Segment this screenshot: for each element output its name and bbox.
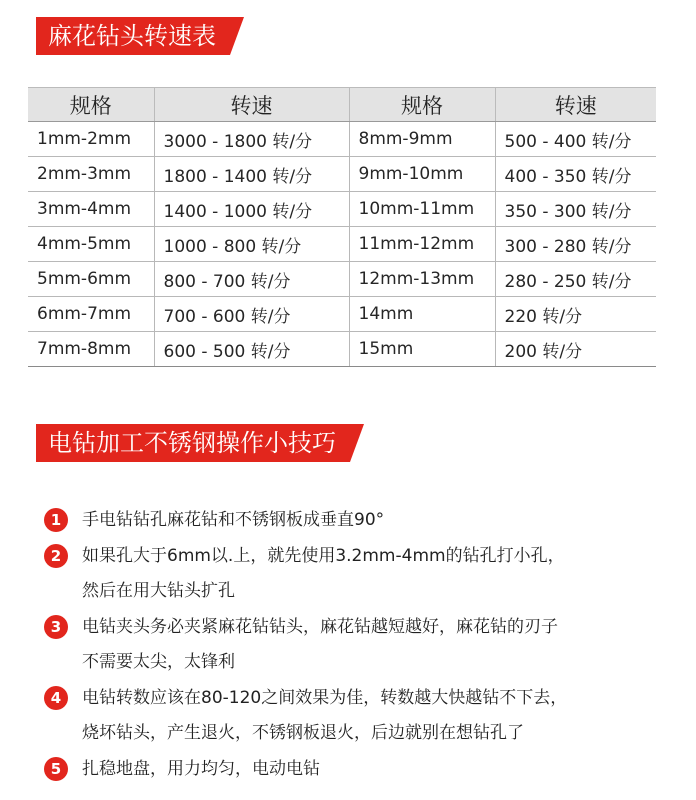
speed-cell: 1400 - 1000 转/分 [154,192,349,227]
spec-cell: 7mm-8mm [28,332,154,367]
section-title-speed-table: 麻花钻头转速表 [36,17,230,55]
spec-cell: 15mm [349,332,495,367]
speed-cell: 3000 - 1800 转/分 [154,122,349,157]
speed-cell: 700 - 600 转/分 [154,297,349,332]
spec-cell: 1mm-2mm [28,122,154,157]
tip-number-badge: 3 [44,615,68,639]
spec-cell: 10mm-11mm [349,192,495,227]
spec-cell: 4mm-5mm [28,227,154,262]
speed-cell: 400 - 350 转/分 [495,157,656,192]
tip-text-line: 电钻夹头务必夹紧麻花钻钻头，麻花钻越短越好，麻花钻的刃子 [82,617,558,637]
header-spec-1: 规格 [28,88,154,122]
speed-cell: 220 转/分 [495,297,656,332]
speed-cell: 1800 - 1400 转/分 [154,157,349,192]
tips-list [44,503,674,788]
spec-cell: 14mm [349,297,495,332]
speed-cell: 500 - 400 转/分 [495,122,656,157]
spec-cell: 12mm-13mm [349,262,495,297]
tip-item [44,503,674,538]
tip-item [44,539,674,609]
speed-cell: 280 - 250 转/分 [495,262,656,297]
speed-cell: 200 转/分 [495,332,656,367]
header-speed-2: 转速 [495,88,656,122]
speed-cell: 300 - 280 转/分 [495,227,656,262]
tip-text-line: 电钻转数应该在80-120之间效果为佳，转数越大快越钻不下去， [82,688,568,708]
tip-item [44,610,674,680]
speed-cell: 600 - 500 转/分 [154,332,349,367]
spec-cell: 5mm-6mm [28,262,154,297]
table-row [28,297,656,332]
table-row [28,227,656,262]
tip-number-badge: 5 [44,757,68,781]
spec-cell: 6mm-7mm [28,297,154,332]
speed-cell: 800 - 700 转/分 [154,262,349,297]
spec-cell: 2mm-3mm [28,157,154,192]
header-spec-2: 规格 [349,88,495,122]
tip-text-line: 如果孔大于6mm以.上，就先使用3.2mm-4mm的钻孔打小孔， [82,546,565,566]
tip-text-line: 烧坏钻头，产生退火，不锈钢板退火，后边就别在想钻孔了 [82,723,524,743]
table-header-row [28,88,656,122]
table-row [28,332,656,367]
table-row [28,192,656,227]
tip-text-line: 扎稳地盘，用力均匀，电动电钻 [82,759,320,779]
tip-item [44,752,674,787]
table-row [28,262,656,297]
spec-cell: 11mm-12mm [349,227,495,262]
tip-number-badge: 4 [44,686,68,710]
speed-cell: 350 - 300 转/分 [495,192,656,227]
section-title-tips: 电钻加工不锈钢操作小技巧 [36,424,350,462]
spec-cell: 3mm-4mm [28,192,154,227]
tip-number-badge: 1 [44,508,68,532]
tip-text-line: 然后在用大钻头扩孔 [82,581,235,601]
tip-number-badge: 2 [44,544,68,568]
speed-cell: 1000 - 800 转/分 [154,227,349,262]
table-row [28,157,656,192]
table-row [28,122,656,157]
tip-text-line: 不需要太尖，太锋利 [82,652,235,672]
header-speed-1: 转速 [154,88,349,122]
tip-item [44,681,674,751]
spec-cell: 8mm-9mm [349,122,495,157]
tip-text-line: 手电钻钻孔麻花钻和不锈钢板成垂直90° [82,510,385,530]
drill-speed-table [28,87,656,367]
spec-cell: 9mm-10mm [349,157,495,192]
